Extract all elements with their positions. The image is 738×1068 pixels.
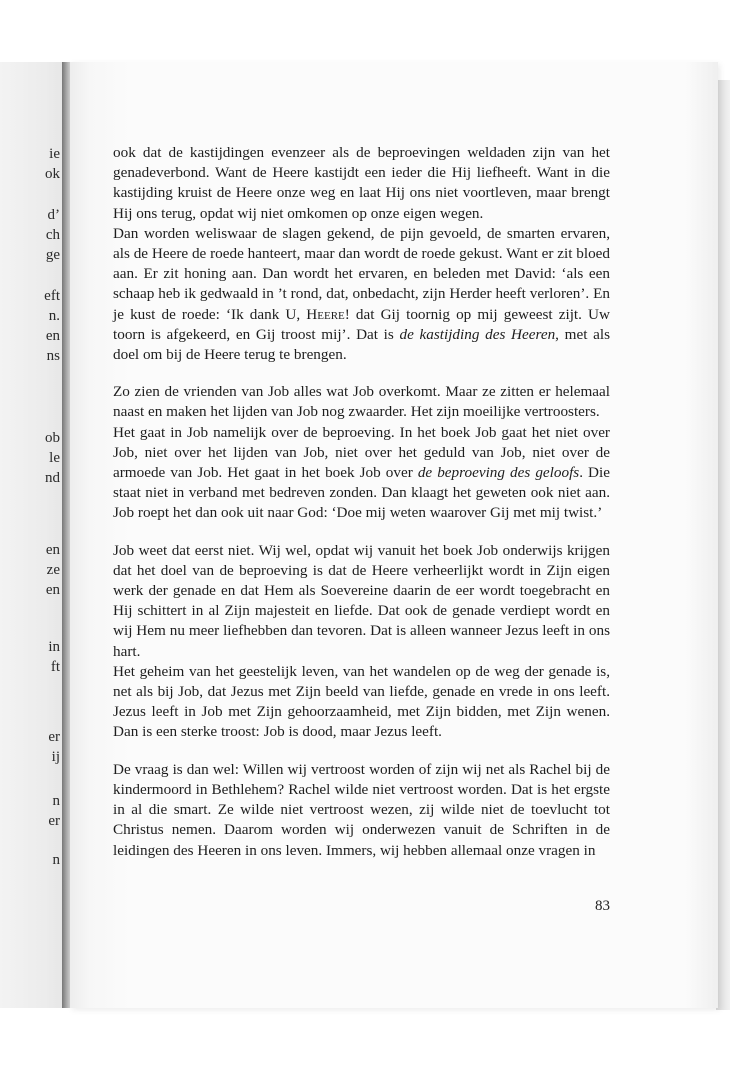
left-fragment: en	[45, 328, 60, 344]
left-fragment: ft	[50, 659, 60, 675]
paragraph-text: ook dat de kastijdingen evenzeer als de beproevingen weldaden zijn van het genadeverbond. Want de Heere kastijdt een ieder die Hij liefheeft. Want in die kastijding kruist de Heere onze weg en laat Hij ons niet voortleven, maar brengt Hij ons terug, opdat wij niet omkomen op onze eigen wegen.	[113, 144, 610, 222]
left-fragment: n.	[48, 308, 60, 324]
left-fragment: ch	[45, 227, 60, 243]
book-gutter	[62, 62, 70, 1008]
left-fragment: ns	[46, 348, 60, 364]
previous-page-edge	[0, 62, 64, 1008]
paragraph	[113, 662, 610, 743]
paragraph	[113, 541, 610, 662]
paragraph-text: ! dat Gij toornig op mij geweest zijt. Uw toorn is afgekeerd, en Gij troost mij’. Dat is	[113, 305, 610, 343]
paragraph-text: Het geheim van het geestelijk leven, van het wandelen op de weg der genade is, net als bij Job, dat Jezus met Zijn beeld van liefde, genade en vrede in ons leeft. Jezus leeft in Job met Zijn gehoorzaamheid, met Zijn bidden, met Zijn wenen. Dan is een sterke troost: Job is dood, maar Jezus leeft.	[113, 662, 610, 741]
body-text	[113, 143, 610, 861]
paragraph-text: Zo zien de vrienden van Job alles wat Job overkomt. Maar ze zitten er helemaal naast en maken het lijden van Job nog zwaarder. Het zijn moeilijke vertroosters.	[113, 383, 610, 421]
left-fragment: ob	[45, 430, 60, 446]
left-fragment: ij	[51, 749, 60, 765]
left-fragment: ze	[46, 562, 60, 578]
left-fragment: ie	[49, 146, 60, 162]
page-number: 83	[595, 898, 610, 914]
left-fragment: er	[48, 813, 60, 829]
paragraph-text: Dan worden weliswaar de slagen gekend, de pijn gevoeld, de smarten ervaren, als de Heere de roede hanteert, maar dan wordt de roede gekust. Want er zit bloed aan. Er zit honing aan. Dan wordt het ervaren, en beleden met David: ‘als een schaap heb ik gedwaald in ’t rond, dat, onbedacht, zijn Herder heeft verloren’. En je kust de roede: ‘Ik dank U,	[113, 224, 610, 323]
left-fragment: d’	[47, 207, 60, 223]
left-fragment: ge	[45, 247, 60, 263]
left-fragment: n	[52, 852, 60, 868]
small-caps-text: Heere	[306, 305, 345, 323]
paragraph	[113, 423, 610, 524]
paragraph	[113, 224, 610, 365]
left-fragment: eft	[44, 288, 60, 304]
paragraph-text: . Die staat niet in verband met bedreven zonden. Dan klaagt het geweten ook niet aan. Job roept het dan ook uit naar God: ‘Doe mij weten waarover Gij met mij twist.’	[113, 464, 610, 522]
left-fragment: le	[49, 450, 60, 466]
paragraph-text: , met als doel om bij de Heere terug te brengen.	[113, 325, 610, 364]
italic-text: de beproeving des geloofs	[417, 464, 580, 482]
page-edge-shadow	[716, 80, 730, 1010]
left-fragment: en	[45, 542, 60, 558]
left-fragment: in	[48, 639, 60, 655]
left-fragment: en	[45, 582, 60, 598]
left-fragment: nd	[45, 470, 60, 486]
left-fragment: er	[48, 729, 60, 745]
paragraph	[113, 382, 610, 422]
paragraph-text: De vraag is dan wel: Willen wij vertroost worden of zijn wij net als Rachel bij de kindermoord in Bethlehem? Rachel wilde niet vertroost worden. Dat is het ergste in al die smart. Ze wilde niet vertroost wezen, zij wilde niet de toevlucht tot Christus nemen. Daarom worden wij onderwezen vanuit de Schriften in de leidingen des Heeren in ons leven. Immers, wij hebben allemaal onze vragen in	[113, 760, 610, 859]
paragraph-text: Het gaat in Job namelijk over de beproeving. In het boek Job gaat het niet over Job, niet over het lijden van Job, niet over het geduld van Job, niet over de armoede van Job. Het gaat in het boek Job over	[113, 423, 610, 482]
left-fragment: n	[52, 793, 60, 809]
italic-text: de kastijding des Heeren	[399, 325, 556, 343]
left-fragment: ok	[45, 166, 60, 182]
paragraph	[113, 760, 610, 861]
paragraph-text: Job weet dat eerst niet. Wij wel, opdat wij vanuit het boek Job onderwijs krijgen dat het doel van de beproeving is dat de Heere verheerlijkt wordt in Zijn eigen werk der genade en dat Hem als Soevereine daarin de eer wordt toegebracht en Hij schittert in al Zijn majesteit en liefde. Dat ook de genade verdiept wordt en wij Hem nu meer liefhebben dan tevoren. Dat is alleen wanneer Jezus leeft in ons hart.	[113, 541, 610, 660]
paragraph	[113, 143, 610, 224]
